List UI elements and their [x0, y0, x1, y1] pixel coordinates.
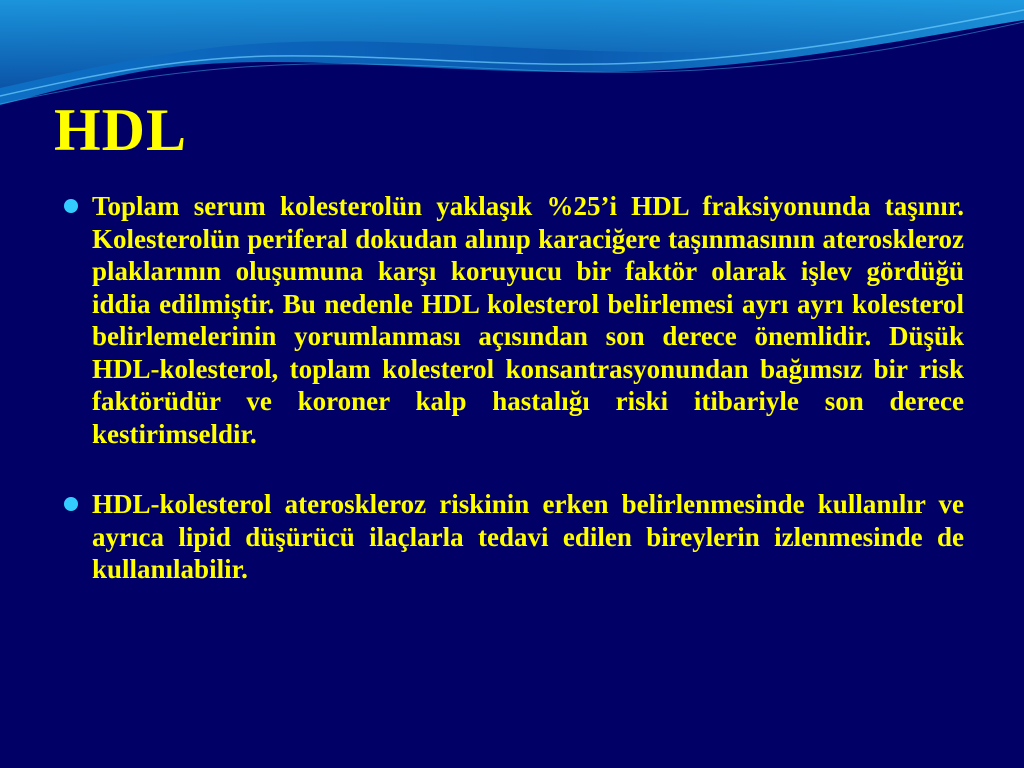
slide-title: HDL [54, 97, 188, 163]
bullet-item [62, 190, 964, 450]
bullet-list [62, 190, 964, 586]
bullet-item [62, 488, 964, 586]
bullet-text: Toplam serum kolesterolün yaklaşık %25’i HDL fraksiyonunda taşınır. Kolesterolün periferal dokudan alınıp karaciğere taşınmasının ateroskleroz plaklarının oluşumuna karşı koruyucu bir faktör olarak işlev gördüğü iddia edilmiştir. Bu nedenle HDL kolesterol belirlemesi ayrı ayrı kolesterol belirlemelerinin yorumlanması açısından son derece önemlidir. Düşük HDL-kolesterol, toplam kolesterol konsantrasyonundan bağımsız bir risk faktörüdür ve koroner kalp hastalığı riski itibariyle son derece kestirimseldir. [92, 191, 964, 449]
bullet-text: HDL-kolesterol ateroskleroz riskinin erken belirlenmesinde kullanılır ve ayrıca lipid düşürücü ilaçlarla tedavi edilen bireylerin izlenmesinde de kullanılabilir. [92, 489, 964, 584]
bullet-dot-icon [64, 199, 78, 213]
bullet-dot-icon [64, 497, 78, 511]
